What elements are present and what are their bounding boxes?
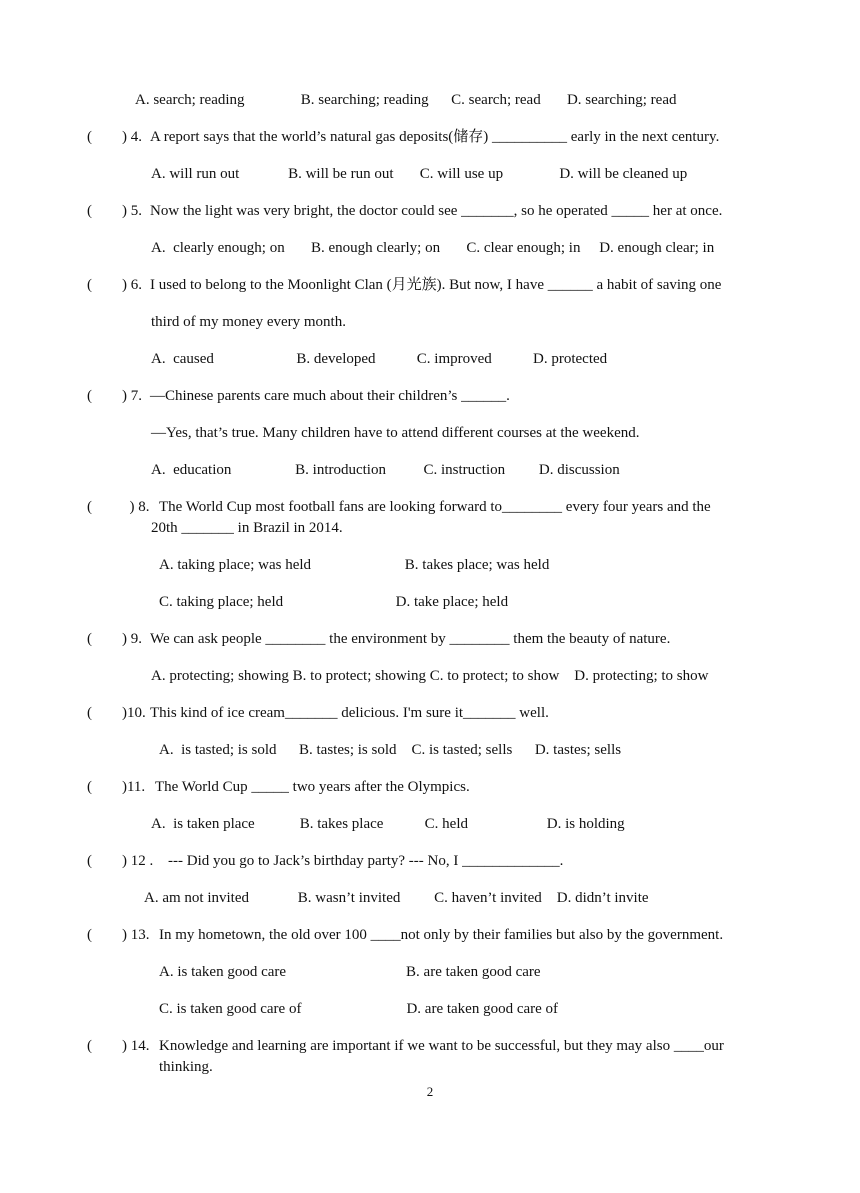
q5-number: ( ) 5. [87, 203, 142, 219]
q10-number: ( )10. [87, 705, 146, 721]
q12-stem: --- Did you go to Jack’s birthday party? --- No, I _____________. [168, 853, 564, 869]
q7-stem: —Chinese parents care much about their children’s ______. [150, 388, 510, 404]
q4-options: A. will run out B. will be run out C. will use up D. will be cleaned up [151, 166, 688, 182]
q3-options: A. search; reading B. searching; reading C. search; read D. searching; read [135, 92, 677, 108]
q6-number: ( ) 6. [87, 277, 142, 293]
q13-number: ( ) 13. [87, 927, 150, 943]
q8-stem: The World Cup most football fans are looking forward to________ every four years and the [159, 499, 711, 515]
q13-options-row1: A. is taken good care B. are taken good care [159, 964, 541, 980]
q7-stem-continued: —Yes, that’s true. Many children have to attend different courses at the weekend. [151, 425, 640, 441]
q10-options: A. is tasted; is sold B. tastes; is sold C. is tasted; sells D. tastes; sells [159, 742, 622, 758]
q9-stem: We can ask people ________ the environment by ________ them the beauty of nature. [150, 631, 671, 647]
q8-stem-continued: 20th _______ in Brazil in 2014. [151, 520, 343, 536]
q12-options: A. am not invited B. wasn’t invited C. haven’t invited D. didn’t invite [144, 890, 649, 906]
q14-stem-continued: thinking. [159, 1059, 213, 1075]
q11-number: ( )11. [87, 779, 146, 795]
q8-options-row2: C. taking place; held D. take place; held [159, 594, 509, 610]
page-number: 2 [426, 1084, 434, 1099]
q10-stem: This kind of ice cream_______ delicious. I'm sure it_______ well. [150, 705, 549, 721]
q13-options-row2: C. is taken good care of D. are taken good care of [159, 1001, 559, 1017]
q5-options: A. clearly enough; on B. enough clearly; on C. clear enough; in D. enough clear; in [151, 240, 715, 256]
q14-stem: Knowledge and learning are important if we want to be successful, but they may also ____our [159, 1038, 724, 1054]
q14-number: ( ) 14. [87, 1038, 150, 1054]
q7-options: A. education B. introduction C. instruction D. discussion [151, 462, 620, 478]
q5-stem: Now the light was very bright, the doctor could see _______, so he operated _____ her at once. [150, 203, 723, 219]
q8-options-row1: A. taking place; was held B. takes place; was held [159, 557, 550, 573]
q6-stem: I used to belong to the Moonlight Clan (月光族). But now, I have ______ a habit of saving one [150, 277, 722, 293]
q4-stem: A report says that the world’s natural gas deposits(储存) __________ early in the next century. [150, 129, 720, 145]
q9-options: A. protecting; showing B. to protect; showing C. to protect; to show D. protecting; to show [151, 668, 709, 684]
q11-stem: The World Cup _____ two years after the Olympics. [155, 779, 470, 795]
q7-number: ( ) 7. [87, 388, 142, 404]
q13-stem: In my hometown, the old over 100 ____not only by their families but also by the government. [159, 927, 724, 943]
q6-options: A. caused B. developed C. improved D. protected [151, 351, 608, 367]
q6-stem-continued: third of my money every month. [151, 314, 346, 330]
q8-number: ( ) 8. [87, 499, 150, 515]
q9-number: ( ) 9. [87, 631, 142, 647]
q11-options: A. is taken place B. takes place C. held D. is holding [151, 816, 625, 832]
q4-number: ( ) 4. [87, 129, 142, 145]
q12-number: ( ) 12 . [87, 853, 154, 869]
